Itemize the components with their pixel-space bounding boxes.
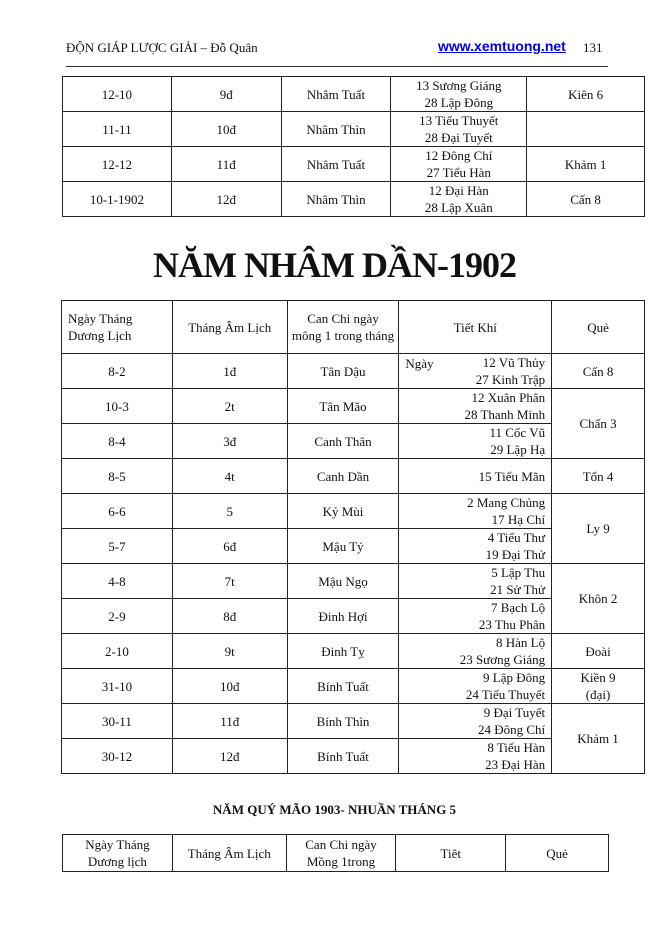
cell-tietkhi — [399, 424, 552, 459]
cell-date: 11-11 — [63, 112, 172, 147]
table-row — [62, 354, 645, 389]
table-row — [63, 77, 645, 112]
cell-month: 3đ — [172, 424, 287, 459]
cell-tietkhi — [399, 669, 552, 704]
tietkhi-line-2: 27 Kinh Trập — [475, 372, 546, 387]
cell-canchi: Bính Thìn — [287, 704, 399, 739]
tietkhi-line-2: 28 Lập Xuân — [424, 200, 493, 215]
cell-month: 5 — [172, 494, 287, 529]
cell-tietkhi — [399, 739, 552, 774]
cell-canchi: Nhâm Tuất — [281, 147, 391, 182]
table-row — [62, 704, 645, 739]
table-row — [62, 564, 645, 599]
tietkhi-line-2: 27 Tiểu Hàn — [426, 165, 491, 180]
col-header-month: Tháng Âm Lịch — [172, 835, 286, 872]
cell-que: Khảm 1 — [552, 704, 645, 774]
cell-tietkhi — [399, 494, 552, 529]
tietkhi-line-2: 23 Đại Hàn — [485, 757, 546, 772]
cell-canchi: Tân Dậu — [287, 354, 399, 389]
year-1902-table — [61, 300, 645, 774]
tietkhi-line-1: 5 Lập Thu — [491, 565, 546, 580]
page-number: 131 — [583, 40, 603, 55]
tietkhi-line-1: 9 Lập Đông — [483, 670, 546, 685]
tietkhi-line-1: 12 Vũ Thủy — [482, 355, 546, 370]
tietkhi-line-2: 29 Lập Hạ — [490, 442, 546, 457]
previous-year-table — [62, 76, 645, 217]
cell-tietkhi — [391, 182, 527, 217]
cell-date: 8-2 — [62, 354, 173, 389]
cell-month: 9đ — [171, 77, 281, 112]
col-header-date: Ngày Tháng Dương Lịch — [62, 301, 173, 354]
cell-date: 12-12 — [63, 147, 172, 182]
cell-canchi: Đinh Hợi — [287, 599, 399, 634]
cell-month: 1đ — [172, 354, 287, 389]
cell-tietkhi — [399, 354, 552, 389]
cell-tietkhi — [391, 147, 527, 182]
tietkhi-line-1: 8 Hàn Lộ — [496, 635, 546, 650]
tietkhi-line-1: 15 Tiểu Mãn — [478, 468, 546, 484]
cell-date: 2-9 — [62, 599, 173, 634]
cell-que — [527, 112, 645, 147]
cell-month: 9t — [172, 634, 287, 669]
year-heading: NĂM NHÂM DẦN-1902 — [153, 245, 516, 285]
year-1903-table — [62, 834, 609, 872]
header-row — [63, 835, 609, 872]
cell-month: 10đ — [172, 669, 287, 704]
tietkhi-line-1: 13 Tiểu Thuyết — [419, 113, 499, 128]
page-header — [66, 40, 608, 60]
cell-tietkhi — [399, 704, 552, 739]
cell-que: Đoài — [552, 634, 645, 669]
header-divider — [66, 66, 608, 67]
tietkhi-line-1: 8 Tiểu Hàn — [487, 740, 546, 755]
cell-tietkhi — [391, 112, 527, 147]
tietkhi-line-1: 12 Xuân Phân — [471, 390, 546, 405]
tietkhi-line-2: 24 Đông Chí — [477, 722, 546, 737]
header-line-1: Can Chi ngày — [305, 837, 377, 852]
cell-que: Cấn 8 — [552, 354, 645, 389]
website-link[interactable]: www.xemtuong.net — [438, 38, 566, 54]
cell-tietkhi — [399, 389, 552, 424]
cell-tietkhi — [399, 529, 552, 564]
header-row — [62, 301, 645, 354]
cell-canchi: Bính Tuất — [287, 739, 399, 774]
cell-month: 4t — [172, 459, 287, 494]
cell-month: 12đ — [171, 182, 281, 217]
tietkhi-line-2: 28 Thanh Minh — [464, 407, 546, 422]
header-line-1: Ngày Tháng — [85, 837, 150, 852]
cell-date: 31-10 — [62, 669, 173, 704]
tietkhi-line-2: 23 Thu Phân — [478, 617, 546, 632]
table-row — [63, 112, 645, 147]
cell-tietkhi — [399, 599, 552, 634]
cell-canchi: Mậu Tý — [287, 529, 399, 564]
col-header-tietkhi: Tiết Khí — [399, 301, 552, 354]
cell-que: Ly 9 — [552, 494, 645, 564]
tietkhi-line-2: 28 Đại Tuyết — [424, 130, 493, 145]
col-header-canchi: Can Chi ngày mông 1 trong tháng — [287, 301, 399, 354]
tietkhi-line-2: 28 Lập Đông — [424, 95, 494, 110]
cell-month: 11đ — [171, 147, 281, 182]
col-header-canchi — [286, 835, 396, 872]
cell-canchi: Mậu Ngọ — [287, 564, 399, 599]
cell-canchi: Bính Tuất — [287, 669, 399, 704]
cell-month: 6đ — [172, 529, 287, 564]
cell-que: Khôn 2 — [552, 564, 645, 634]
next-year-heading: NĂM QUÝ MÃO 1903- NHUẦN THÁNG 5 — [212, 802, 457, 817]
cell-date: 4-8 — [62, 564, 173, 599]
cell-tietkhi — [399, 564, 552, 599]
book-title: ĐỘN GIÁP LƯỢC GIẢI – Đỗ Quân — [66, 40, 258, 55]
cell-canchi: Nhâm Thìn — [281, 182, 391, 217]
table-row — [63, 147, 645, 182]
col-header-que: Quẻ — [552, 301, 645, 354]
cell-que: Chấn 3 — [552, 389, 645, 459]
cell-month: 12đ — [172, 739, 287, 774]
que-name: Kiền 9 — [580, 670, 616, 685]
tietkhi-line-1: 13 Sương Giáng — [416, 78, 502, 93]
cell-month: 8đ — [172, 599, 287, 634]
cell-canchi: Kỷ Mùi — [287, 494, 399, 529]
cell-date: 2-10 — [62, 634, 173, 669]
cell-tietkhi — [399, 634, 552, 669]
cell-que: Khảm 1 — [527, 147, 645, 182]
cell-canchi: Nhâm Thìn — [281, 112, 391, 147]
cell-canchi: Đinh Tỵ — [287, 634, 399, 669]
cell-date: 8-5 — [62, 459, 173, 494]
col-header-que: Quẻ — [506, 835, 609, 872]
tietkhi-line-2: 21 Sử Thử — [490, 582, 546, 597]
cell-date: 30-11 — [62, 704, 173, 739]
cell-date: 30-12 — [62, 739, 173, 774]
tietkhi-line-1: 12 Đông Chí — [425, 148, 493, 163]
cell-canchi: Tân Mão — [287, 389, 399, 424]
table-row — [62, 494, 645, 529]
cell-month: 2t — [172, 389, 287, 424]
cell-date: 5-7 — [62, 529, 173, 564]
col-header-month: Tháng Âm Lịch — [172, 301, 287, 354]
cell-que: Kiên 6 — [527, 77, 645, 112]
cell-canchi: Nhâm Tuất — [281, 77, 391, 112]
tietkhi-line-1: 7 Bạch Lộ — [490, 600, 546, 615]
col-header-date — [63, 835, 173, 872]
cell-tietkhi — [399, 459, 552, 494]
table-row — [62, 459, 645, 494]
table-row — [62, 634, 645, 669]
cell-que: Cấn 8 — [527, 182, 645, 217]
tietkhi-line-1: 11 Cốc Vũ — [489, 425, 546, 440]
cell-date: 12-10 — [63, 77, 172, 112]
tietkhi-line-2: 24 Tiểu Thuyết — [465, 687, 546, 702]
table-row — [63, 182, 645, 217]
cell-date: 8-4 — [62, 424, 173, 459]
cell-month: 7t — [172, 564, 287, 599]
day-label: Ngày — [405, 356, 434, 371]
cell-date: 10-1-1902 — [63, 182, 172, 217]
que-note: (đại) — [585, 687, 611, 702]
cell-canchi: Canh Dần — [287, 459, 399, 494]
tietkhi-line-2: 19 Đại Thử — [485, 547, 546, 562]
header-line-2: Dương lịch — [87, 854, 147, 869]
header-line-2: Mồng 1trong — [306, 854, 376, 869]
cell-que: Tốn 4 — [552, 459, 645, 494]
cell-canchi: Canh Thân — [287, 424, 399, 459]
tietkhi-line-2: 17 Hạ Chí — [491, 512, 546, 527]
tietkhi-line-1: 12 Đại Hàn — [428, 183, 489, 198]
cell-que — [552, 669, 645, 704]
tietkhi-line-1: 4 Tiểu Thư — [487, 530, 546, 545]
tietkhi-line-1: 9 Đại Tuyết — [483, 705, 546, 720]
table-row — [62, 389, 645, 424]
cell-month: 10đ — [171, 112, 281, 147]
cell-tietkhi — [391, 77, 527, 112]
cell-date: 10-3 — [62, 389, 173, 424]
cell-date: 6-6 — [62, 494, 173, 529]
tietkhi-line-1: 2 Mang Chủng — [467, 495, 546, 510]
col-header-tiet: Tiêt — [396, 835, 506, 872]
table-row — [62, 669, 645, 704]
tietkhi-line-2: 23 Sương Giáng — [459, 652, 546, 667]
cell-month: 11đ — [172, 704, 287, 739]
